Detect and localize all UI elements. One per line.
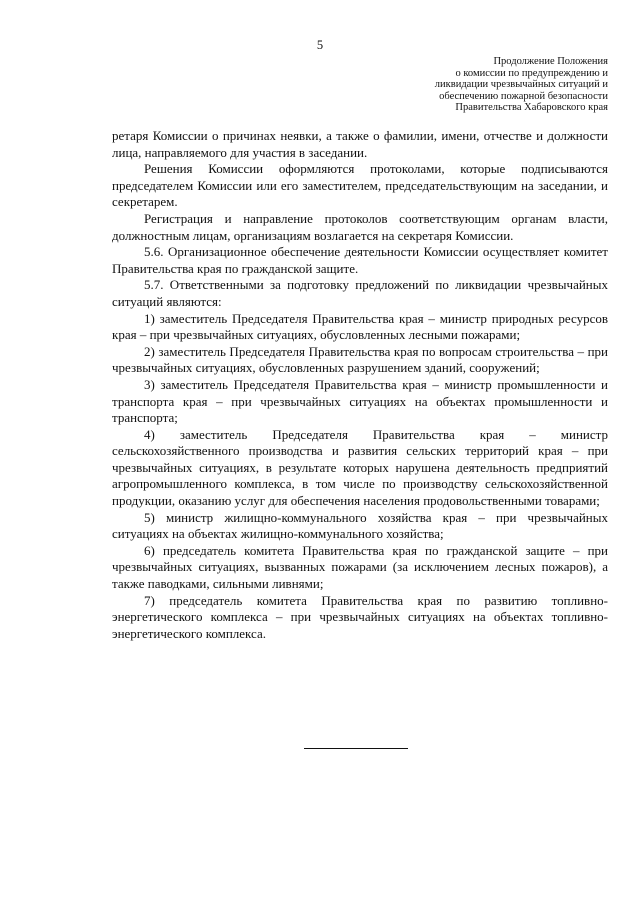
- header-line: Правительства Хабаровского края: [455, 102, 608, 113]
- header-line: Продолжение Положения: [493, 56, 608, 67]
- list-item: 2) заместитель Председателя Правительства края по вопросам строительства – при чрезвычайных ситуациях, обусловленных разрушением зданий, сооружений;: [112, 343, 608, 376]
- paragraph: Регистрация и направление протоколов соответствующим органам власти, должностным лицам, организациям возлагается на секретаря Комиссии.: [112, 210, 608, 243]
- document-header: [388, 56, 608, 114]
- page-number: 5: [316, 38, 324, 52]
- header-line: ликвидации чрезвычайных ситуаций и: [434, 79, 608, 90]
- document-body: [112, 128, 608, 642]
- paragraph: Решения Комиссии оформляются протоколами, которые подписываются председателем Комиссии или его заместителем, председательствующим на заседании, и секретарем.: [112, 161, 608, 210]
- list-item: 3) заместитель Председателя Правительства края – министр промышленности и транспорта края – при чрезвычайных ситуациях на объектах промышленности и транспорта;: [112, 376, 608, 426]
- paragraph: 5.6. Организационное обеспечение деятельности Комиссии осуществляет комитет Правительства края по гражданской защите.: [112, 244, 608, 276]
- header-line: о комиссии по предупреждению и: [455, 67, 608, 79]
- closing-divider: [304, 748, 408, 749]
- list-item: 5) министр жилищно-коммунального хозяйства края – при чрезвычайных ситуациях на объектах жилищно-коммунального хозяйства;: [112, 509, 608, 542]
- header-line: обеспечению пожарной безопасности: [439, 90, 608, 102]
- paragraph: 5.7. Ответственными за подготовку предложений по ликвидации чрезвычайных ситуаций являются:: [112, 277, 608, 309]
- list-item: 4) заместитель Председателя Правительства края – министр сельскохозяйственного производства и развития сельских территорий края – при чрезвычайных ситуациях, в результате которых нарушена деятельность предприятий агропромышленного комплекса, в том числе по производству сельскохозяйственной продукции, оказанию услуг для обеспечения населения продовольственными товарами;: [112, 426, 608, 509]
- paragraph: ретаря Комиссии о причинах неявки, а также о фамилии, имени, отчестве и должности лица, направляемого для участия в заседании.: [112, 128, 608, 160]
- list-item: 6) председатель комитета Правительства края по гражданской защите – при чрезвычайных ситуациях, вызванных пожарами (за исключением лесных пожаров), а также паводками, сильными ливнями;: [112, 542, 608, 592]
- list-item: 7) председатель комитета Правительства края по развитию топливно-энергетического комплекса – при чрезвычайных ситуациях на объектах топливно-энергетического комплекса.: [112, 592, 608, 641]
- list-item: 1) заместитель Председателя Правительства края – министр природных ресурсов края – при чрезвычайных ситуациях, обусловленных лесными пожарами;: [112, 310, 608, 343]
